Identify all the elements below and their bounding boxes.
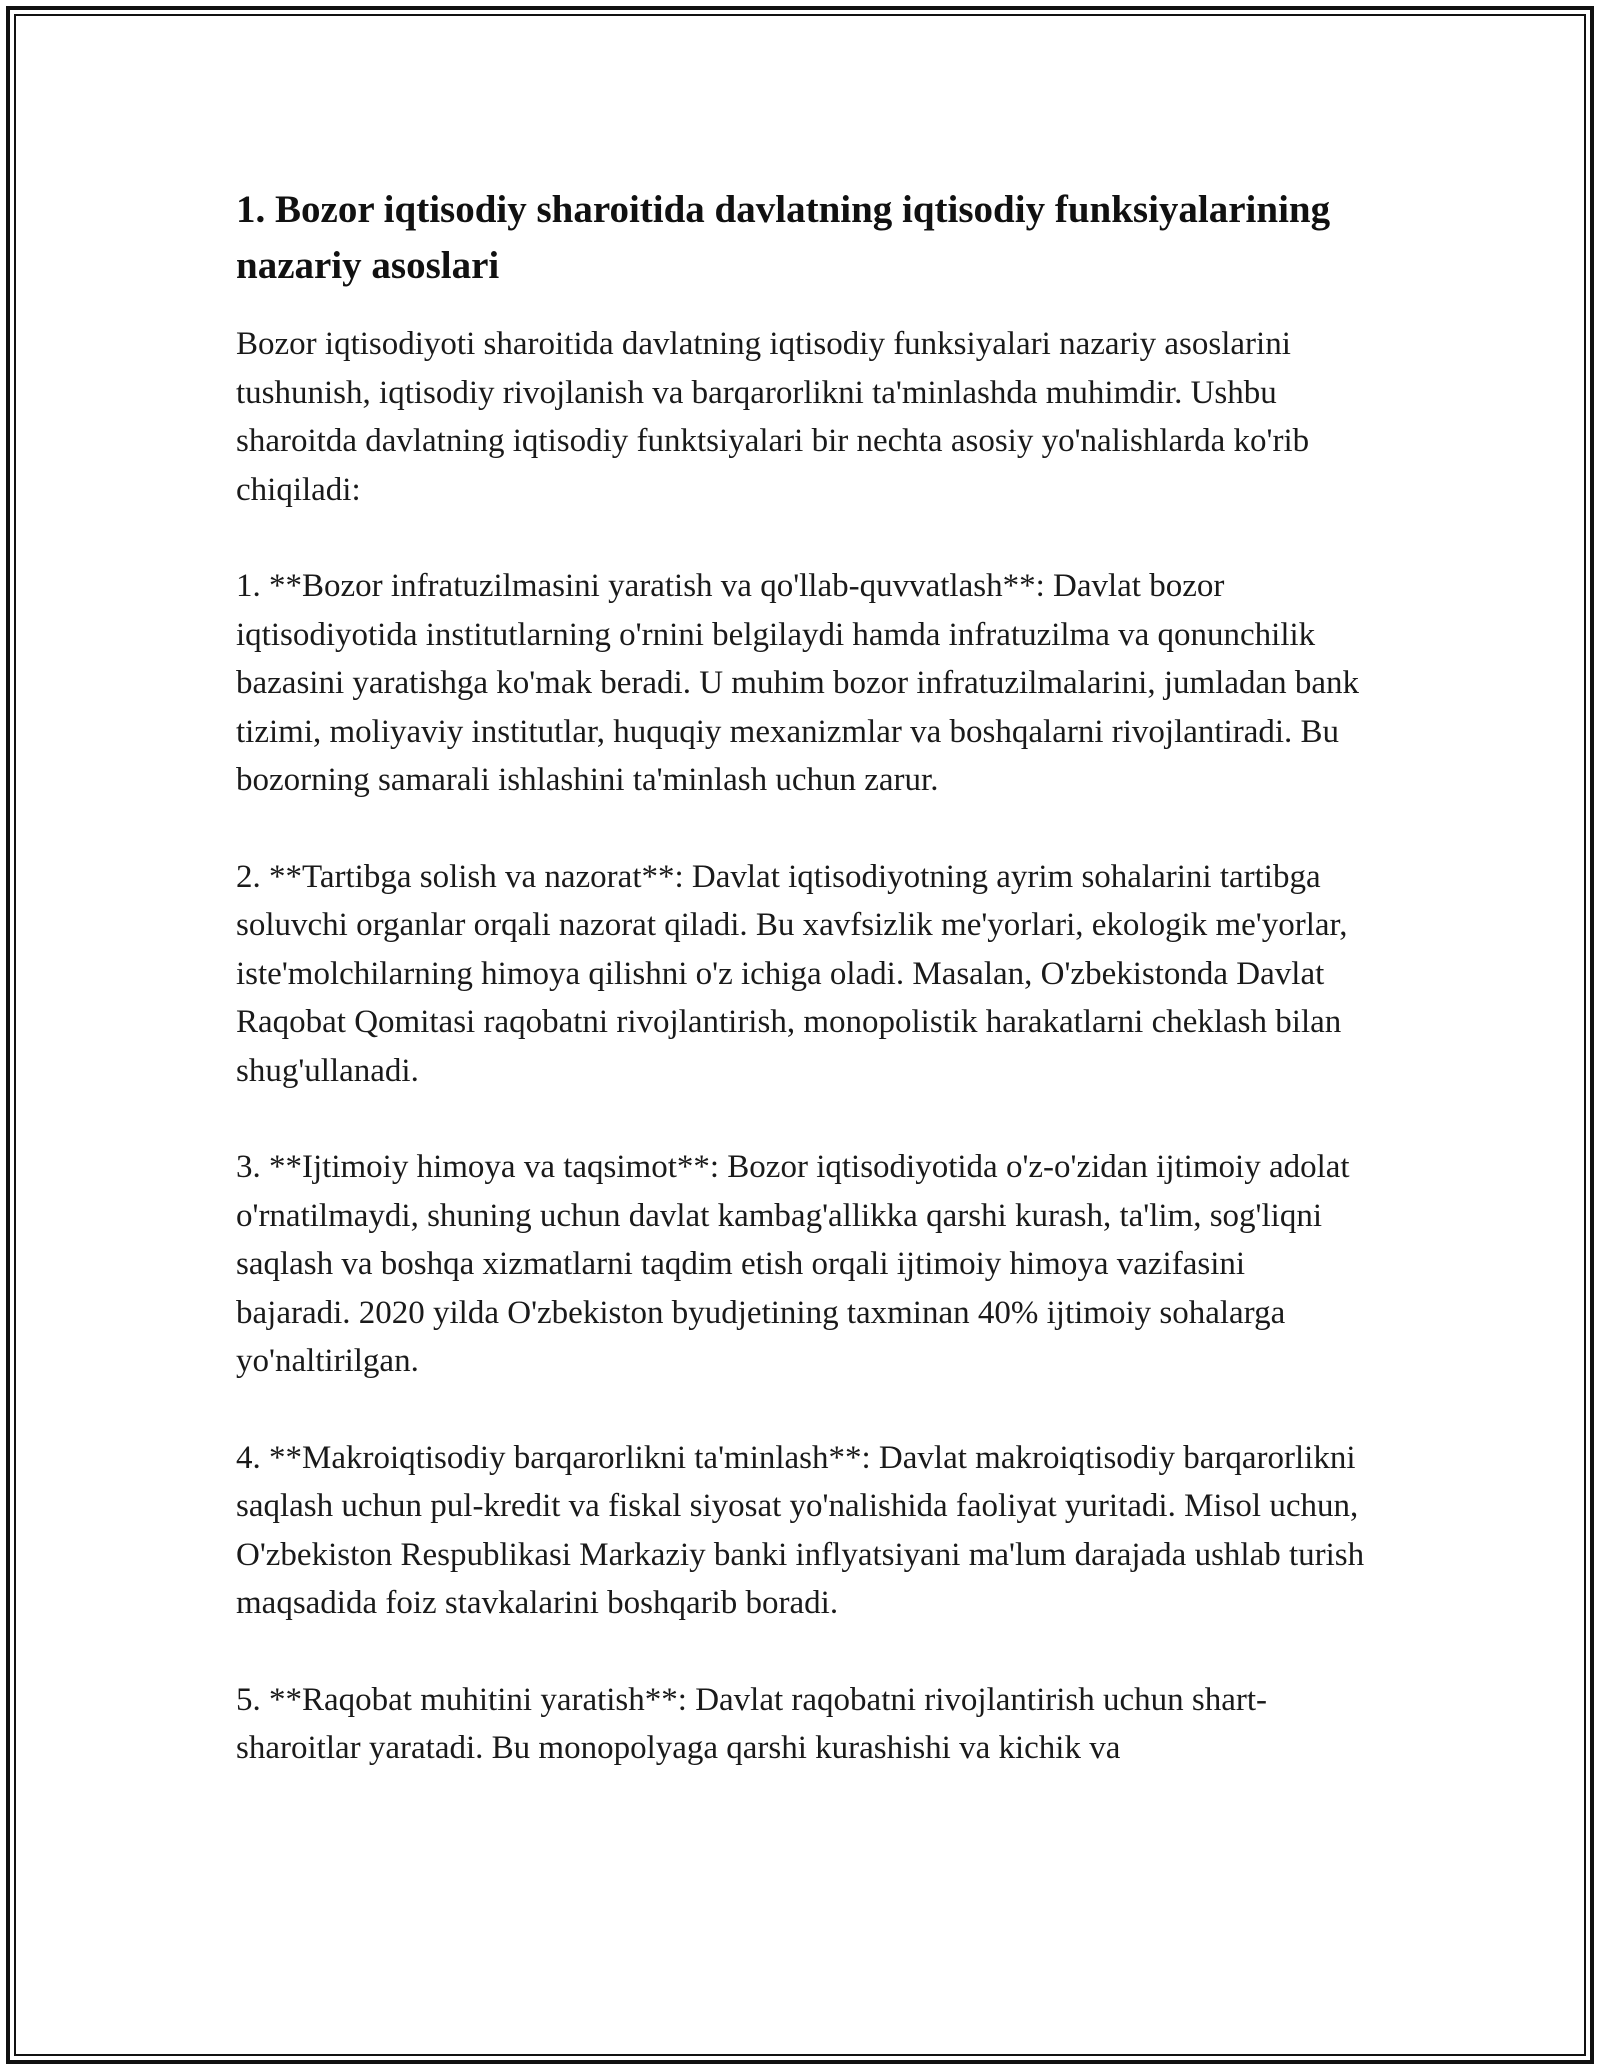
document-title: 1. Bozor iqtisodiy sharoitida davlatning iqtisodiy funksiyalarining nazariy asoslari xyxy=(236,188,1331,287)
list-item-5-paragraph: 5. **Raqobat muhitini yaratish**: Davlat raqobatni rivojlantirish uchun shart-sharoitlar yaratadi. Bu monopolyaga qarshi kurashishi va kichik va xyxy=(236,1681,1268,1766)
list-item-3-paragraph: 3. **Ijtimoiy himoya va taqsimot**: Bozor iqtisodiyotida o'z-o'zidan ijtimoiy adolat o'rnatilmaydi, shuning uchun davlat kambag'allikka qarshi kurash, ta'lim, sog'liqni saqlash va boshqa xizmatlarni taqdim etish orqali ijtimoiy himoya vazifasini bajaradi. 2020 yilda O'zbekiston byudjetining taxminan 40% ijtimoiy sohalarga yo'naltirilgan. xyxy=(236,1149,1350,1379)
list-item-2-paragraph: 2. **Tartibga solish va nazorat**: Davlat iqtisodiyotning ayrim sohalarini tartibga soluvchi organlar orqali nazorat qiladi. Bu xavfsizlik me'yorlari, ekologik me'yorlar, iste'molchilarning himoya qilishni o'z ichiga oladi. Masalan, O'zbekistonda Davlat Raqobat Qomitasi raqobatni rivojlantirish, monopolistik harakatlarni cheklash bilan shug'ullanadi. xyxy=(236,858,1348,1089)
document-body xyxy=(236,182,1366,1821)
list-item-4-paragraph: 4. **Makroiqtisodiy barqarorlikni ta'minlash**: Davlat makroiqtisodiy barqarorlikni saqlash uchun pul-kredit va fiskal siyosat yo'nalishida faoliyat yuritadi. Misol uchun, O'zbekiston Respublikasi Markaziy banki inflyatsiyani ma'lum darajada ushlab turish maqsadida foiz stavkalarini boshqarib boradi. xyxy=(236,1439,1365,1621)
intro-paragraph: Bozor iqtisodiyoti sharoitida davlatning iqtisodiy funksiyalari nazariy asoslarini tushunish, iqtisodiy rivojlanish va barqarorlikni ta'minlashda muhimdir. Ushbu sharoitda davlatning iqtisodiy funktsiyalari bir nechta asosiy yo'nalishlarda ko'rib chiqiladi: xyxy=(236,326,1310,508)
list-item-1-paragraph: 1. **Bozor infratuzilmasini yaratish va qo'llab-quvvatlash**: Davlat bozor iqtisodiyotida institutlarning o'rnini belgilaydi hamda infratuzilma va qonunchilik bazasini yaratishga ko'mak beradi. U muhim bozor infratuzilmalarini, jumladan bank tizimi, moliyaviy institutlar, huquqiy mexanizmlar va boshqalarni rivojlantiradi. Bu bozorning samarali ishlashini ta'minlash uchun zarur. xyxy=(236,568,1360,798)
